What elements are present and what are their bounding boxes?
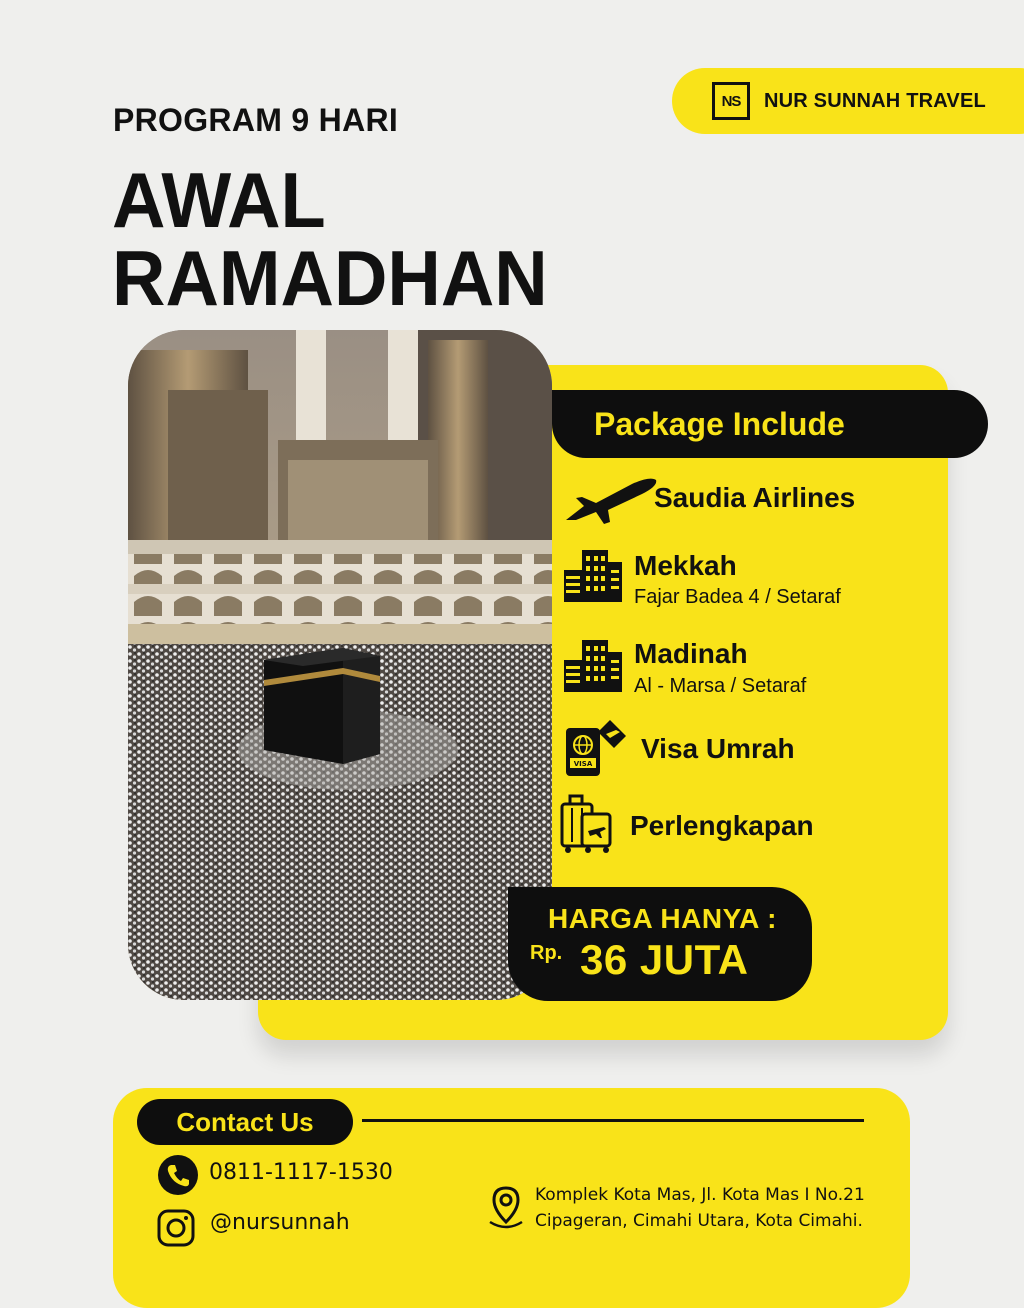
visa-badge-text: VISA [573, 760, 593, 768]
item-title-airline: Saudia Airlines [654, 482, 856, 513]
item-subtitle-mekkah: Fajar Badea 4 / Setaraf [634, 586, 841, 608]
phone-number[interactable]: 0811-1117-1530 [209, 1160, 393, 1185]
title-line-2: RAMADHAN [112, 234, 548, 322]
item-title-mekkah: Mekkah [634, 550, 737, 581]
kaaba-illustration [128, 330, 552, 1000]
location-pin-icon [486, 1184, 526, 1230]
phone-icon [157, 1154, 199, 1196]
contact-us-label: Contact Us [176, 1106, 314, 1137]
building-icon [564, 546, 622, 602]
price-currency: Rp. [530, 942, 563, 964]
title-line-1: AWAL [112, 156, 326, 244]
brand-logo: NS [712, 82, 750, 120]
luggage-icon [560, 794, 614, 854]
brand-name: NUR SUNNAH TRAVEL [764, 89, 986, 112]
package-include-header [552, 390, 988, 458]
price-amount: 36 JUTA [580, 936, 749, 983]
item-title-visa: Visa Umrah [641, 733, 795, 764]
instagram-icon [157, 1208, 195, 1248]
price-label: HARGA HANYA : [548, 903, 777, 934]
airplane-icon [562, 476, 658, 526]
brand-pill [672, 68, 1024, 134]
contact-divider [362, 1119, 864, 1122]
instagram-handle[interactable]: @nursunnah [210, 1210, 350, 1235]
item-title-madinah: Madinah [634, 638, 748, 669]
building-icon [564, 636, 622, 692]
passport-visa-icon [562, 718, 628, 780]
package-include-label: Package Include [594, 405, 845, 442]
address-line-2: Cipageran, Cimahi Utara, Kota Cimahi. [535, 1211, 863, 1231]
kaaba-photo [128, 330, 552, 1000]
contact-us-pill [137, 1099, 353, 1145]
item-title-perlengkapan: Perlengkapan [630, 810, 814, 841]
address-line-1: Komplek Kota Mas, Jl. Kota Mas I No.21 [535, 1185, 865, 1205]
item-subtitle-madinah: Al - Marsa / Setaraf [634, 675, 807, 697]
program-label: PROGRAM 9 HARI [113, 102, 399, 138]
